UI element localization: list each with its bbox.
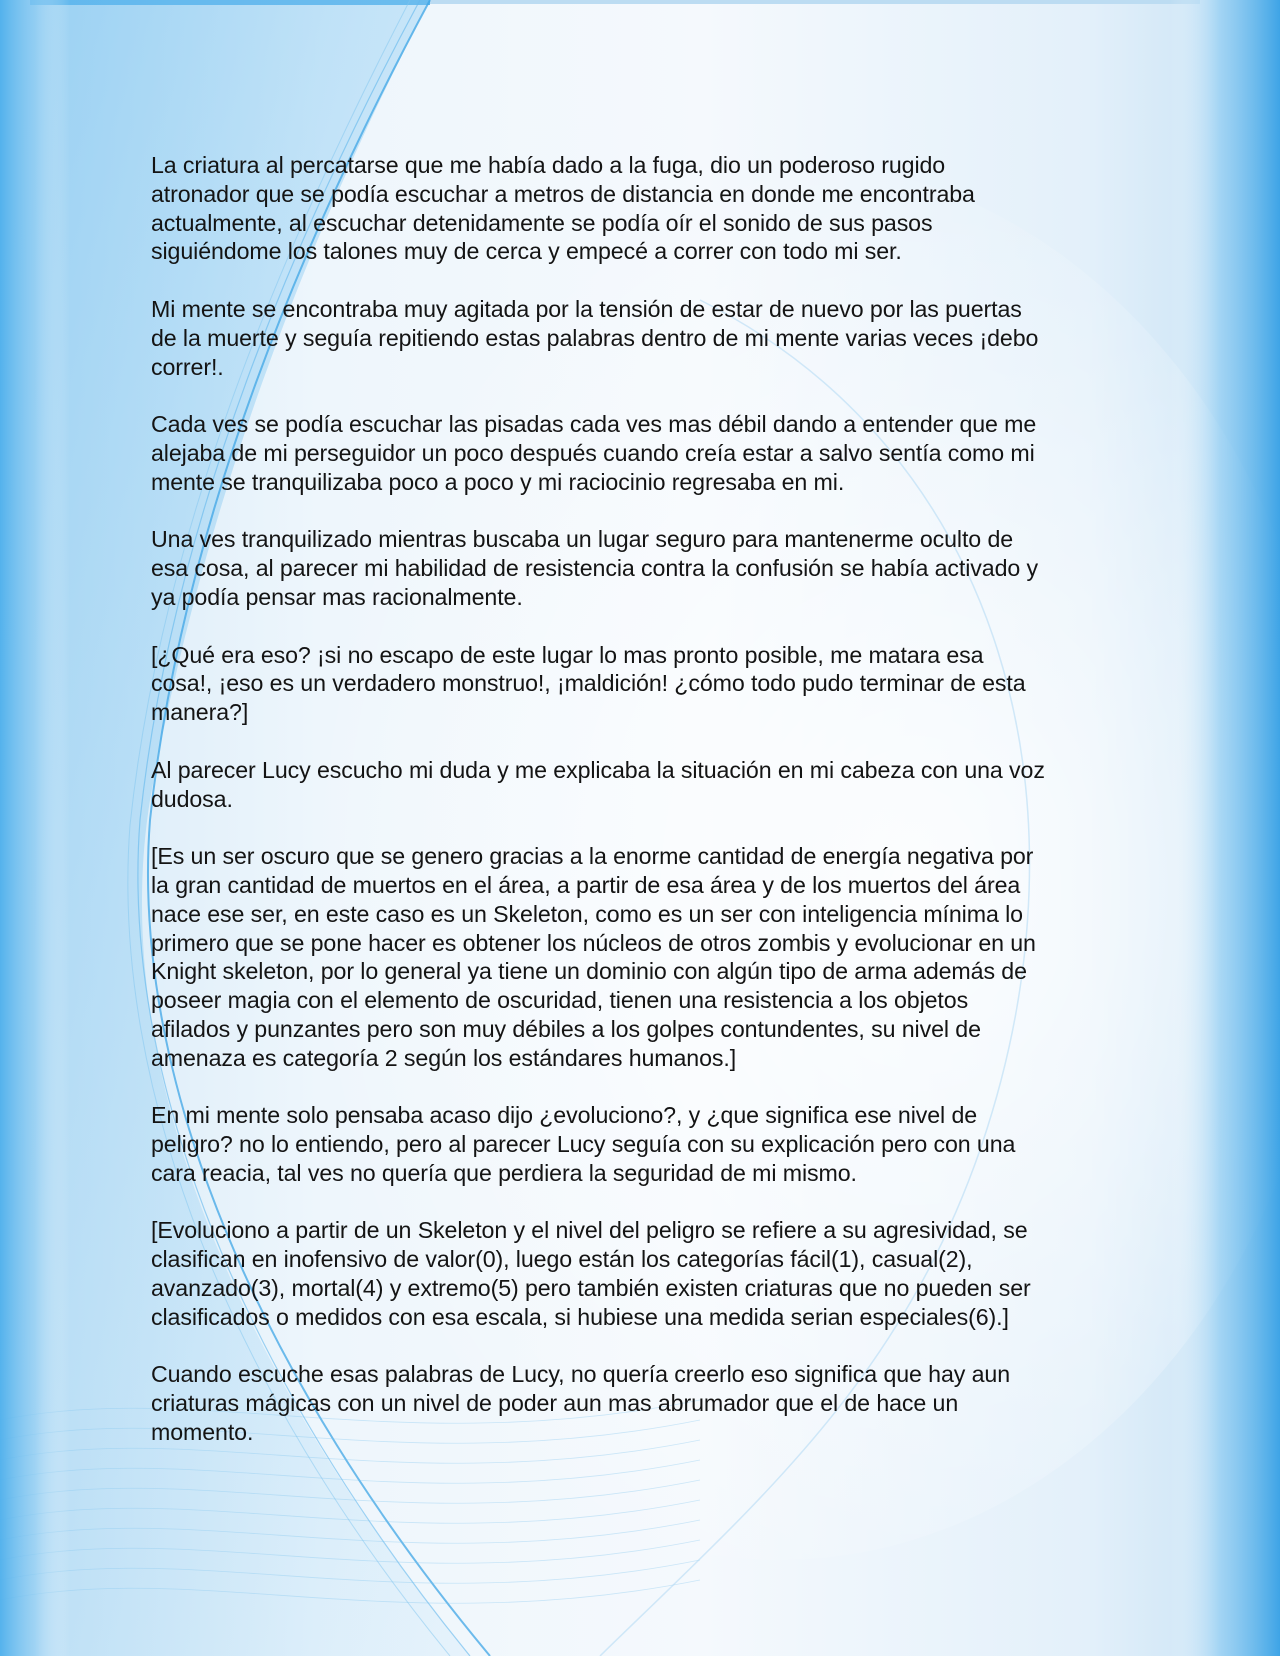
- paragraph: Cuando escuche esas palabras de Lucy, no quería creerlo eso significa que hay aun criaturas mágicas con un nivel de poder aun mas abrumador que el de hace un momento.: [151, 1361, 1010, 1446]
- story-text: [151, 151, 1141, 1476]
- paragraph: En mi mente solo pensaba acaso dijo ¿evoluciono?, y ¿que significa ese nivel de peligro? no lo entiendo, pero al parecer Lucy seguía con su explicación pero con una cara reacia, tal ves no quería que perdiera la seguridad de mi mismo.: [151, 1102, 1016, 1186]
- paragraph: La criatura al percatarse que me había dado a la fuga, dio un poderoso rugido atronador que se podía escuchar a metros de distancia en donde me encontraba actualmente, al escuchar detenidamente se podía oír el sonido de sus pasos siguiéndome los talones muy de cerca y empecé a correr con todo mi ser.: [151, 152, 975, 265]
- paragraph: [Es un ser oscuro que se genero gracias a la enorme cantidad de energía negativa por la gran cantidad de muertos en el área, a partir de esa área y de los muertos del área nace ese ser, en este caso es un Skeleton, como es un ser con inteligencia mínima lo primero que se pone hacer es obtener los núcleos de otros zombis y evolucionar en un Knight skeleton, por lo general ya tiene un dominio con algún tipo de arma además de poseer magia con el elemento de oscuridad, tienen una resistencia a los objetos afilados y punzantes pero son muy débiles a los golpes contundentes, su nivel de amenaza es categoría 2 según los estándares humanos.]: [151, 843, 1036, 1071]
- paragraph: [Evoluciono a partir de un Skeleton y el nivel del peligro se refiere a su agresividad, se clasifican en inofensivo de valor(0), luego están los categorías fácil(1), casual(2), avanzado(3), mortal(4) y extremo(5) pero también existen criaturas que no pueden ser clasificados o medidos con esa escala, si hubiese una medida serian especiales(6).]: [151, 1217, 1031, 1330]
- paragraph: [¿Qué era eso? ¡si no escapo de este lugar lo mas pronto posible, me matara esa cosa!, ¡eso es un verdadero monstruo!, ¡maldición! ¿cómo todo pudo terminar de esta manera?]: [151, 641, 1026, 726]
- paragraph: Al parecer Lucy escucho mi duda y me explicaba la situación en mi cabeza con una voz dudosa.: [151, 756, 1045, 812]
- paragraph: Mi mente se encontraba muy agitada por la tensión de estar de nuevo por las puertas de la muerte y seguía repitiendo estas palabras dentro de mi mente varias veces ¡debo correr!.: [151, 295, 1039, 380]
- paragraph: Cada ves se podía escuchar las pisadas cada ves mas débil dando a entender que me alejaba de mi perseguidor un poco después cuando creía estar a salvo sentía como mi mente se tranquilizaba poco a poco y mi raciocinio regresaba en mi.: [151, 411, 1037, 495]
- paragraph: Una ves tranquilizado mientras buscaba un lugar seguro para mantenerme oculto de esa cosa, al parecer mi habilidad de resistencia contra la confusión se había activado y ya podía pensar mas racionalmente.: [151, 526, 1039, 610]
